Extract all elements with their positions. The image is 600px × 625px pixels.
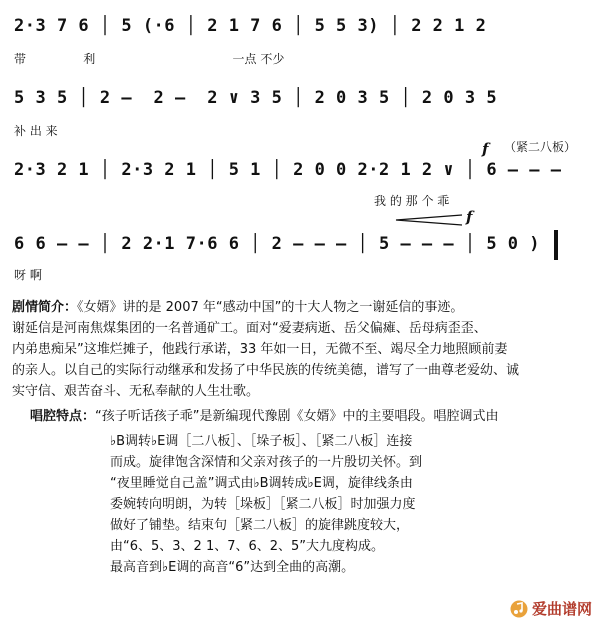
dynamic-forte: f: [466, 208, 473, 226]
crescendo-hairpin: [394, 214, 464, 226]
singing-line-5: 委婉转向明朗，为转［垛板］［紧二八板］时加强力度: [110, 497, 416, 512]
singing-line-2: ♭B调转♭E调［二八板］、［垛子板］、［紧二八板］连接: [110, 434, 413, 449]
plot-line-4: 的亲人。以自己的实际行动继承和发扬了中华民族的传统美德，谱写了一曲尊老爱幼、诚: [12, 363, 520, 378]
score-notes: 2·3 2 1 │ 2·3 2 1 │ 5 1 │ 2 0 0 2·2 1 2 ∨ │ 6 — — —: [14, 160, 562, 180]
singing-line-1: 唱腔特点：“孩子听话孩子乖”是新编现代豫剧《女婿》中的主要唱段。唱腔调式由: [30, 409, 499, 424]
score-lyrics: 补 出 来: [14, 124, 58, 138]
singing-line-4: “夜里睡觉自己盖”调式由♭B调转成♭E调，旋律线条由: [110, 476, 413, 491]
singing-line-8: 最高音到♭E调的高音“6”达到全曲的高潮。: [110, 560, 355, 575]
dynamic-forte: f: [482, 140, 489, 158]
plot-line-1: 剧情简介：《女婿》讲的是 2007 年“感动中国”的十大人物之一谢延信的事迹。: [12, 300, 464, 315]
tempo-marking: （紧二八板）: [504, 140, 577, 154]
score-lyrics: 带 利 一点 不少: [14, 52, 285, 66]
score-lyrics: 我 的 那 个 乖: [374, 194, 450, 208]
site-name: 爱曲谱网: [531, 600, 592, 618]
plot-line-5: 实守信、艰苦奋斗、无私奉献的人生壮歌。: [12, 384, 260, 399]
score-lyrics: 呀 啊: [14, 268, 42, 282]
final-barline: [554, 230, 558, 260]
singing-line-7: 由“6、5、3、2 1、7、6、2、5”大九度构成。: [110, 539, 385, 554]
singing-line-6: 做好了铺垫。结束句［紧二八板］的旋律跳度较大，: [110, 518, 410, 533]
plot-line-2: 谢延信是河南焦煤集团的一名普通矿工。面对“爱妻病逝、岳父偏瘫、岳母病歪歪、: [12, 321, 487, 336]
score-notes: 5 3 5 │ 2 — 2 — 2 ∨ 3 5 │ 2 0 3 5 │ 2 0 3 5: [14, 88, 498, 108]
music-note-icon: [510, 600, 528, 618]
score-notes: 6 6 — — │ 2 2·1 7·6 6 │ 2 — — — │ 5 — — — │ 5 0 ): [14, 234, 541, 254]
plot-line-3: 内弟患痴呆”这堆烂摊子，他践行承诺，33 年如一日，无微不至、竭尽全力地照顾前妻: [12, 342, 508, 357]
plot-label: 剧情简介：: [12, 300, 78, 315]
score-notes: 2·3 7 6 │ 5 (·6 │ 2 1 7 6 │ 5 5 3) │ 2 2 1 2: [14, 16, 487, 36]
singing-label: 唱腔特点：: [30, 409, 96, 424]
site-logo: [510, 598, 592, 619]
numbered-music-score: [0, 0, 600, 290]
singing-line-3: 而成。旋律饱含深情和父亲对孩子的一片殷切关怀。到: [110, 455, 423, 470]
